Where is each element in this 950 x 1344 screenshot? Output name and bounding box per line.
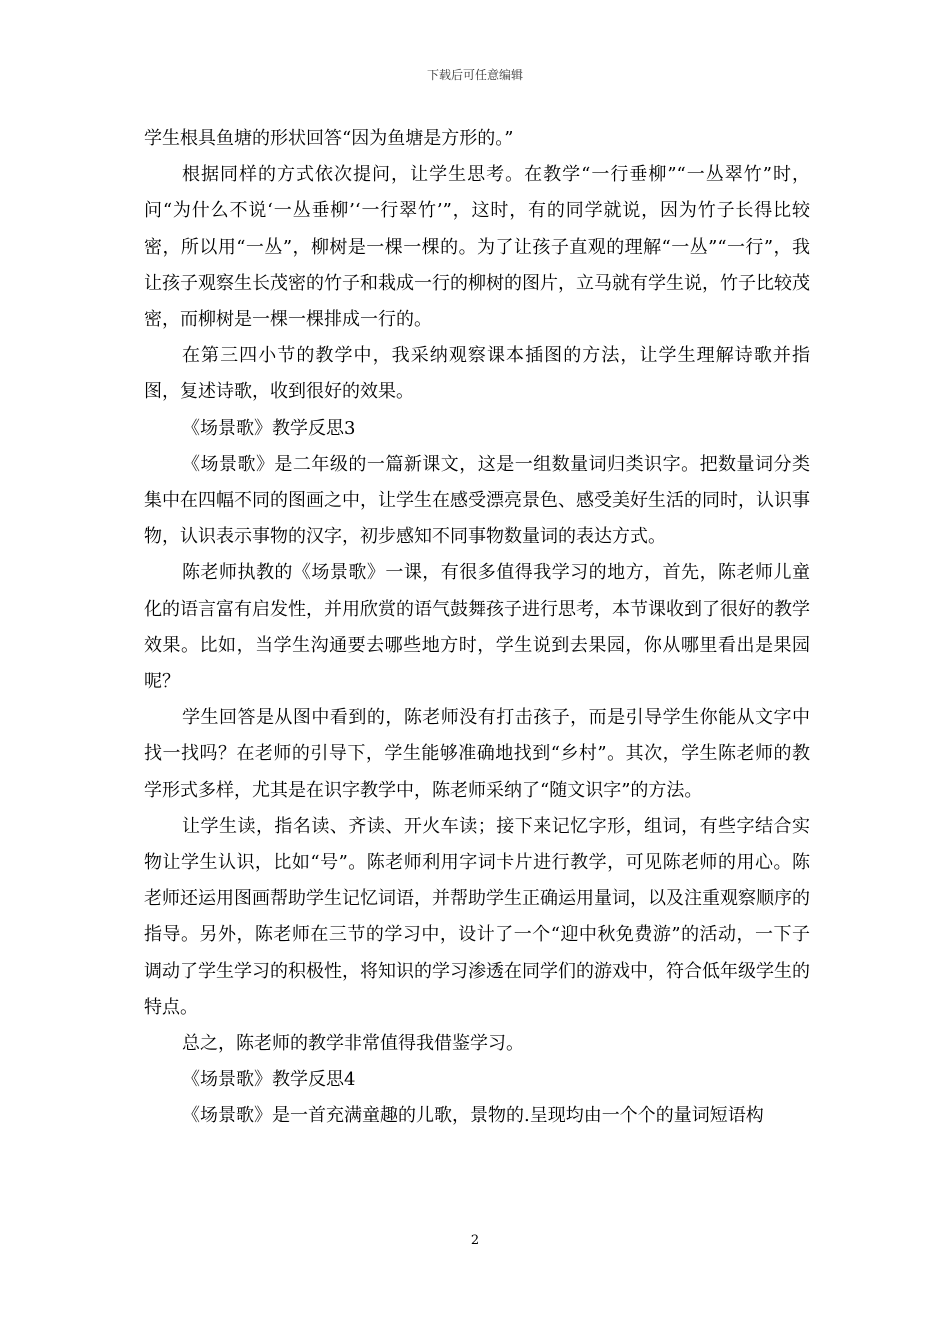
- page-number: 2: [470, 1233, 480, 1248]
- paragraph-9: 《场景歌》是一首充满童趣的儿歌，景物的.呈现均由一个个的量词短语构: [182, 1105, 764, 1127]
- paragraph-4: 《场景歌》是二年级的一篇新课文，这是一组数量词归类识字。把数量词分类集中在四幅不同的图画之中，让学生在感受漂亮景色、感受美好生活的同时，认识事物，认识表示事物的汉字，初步感知不同事物数量词的表达方式。: [144, 453, 810, 548]
- paragraph-8: 总之，陈老师的教学非常值得我借鉴学习。: [182, 1033, 524, 1055]
- section-heading-3: 《场景歌》教学反思3: [182, 417, 356, 439]
- document-body: [144, 121, 810, 1135]
- paragraph-6: 学生回答是从图中看到的，陈老师没有打击孩子，而是引导学生你能从文字中找一找吗？在老师的引导下，学生能够准确地找到“乡村”。其次，学生陈老师的教学形式多样，尤其是在识字教学中，陈老师采纳了“随文识字”的方法。: [144, 707, 810, 801]
- paragraph-5: 陈老师执教的《场景歌》一课，有很多值得我学习的地方，首先，陈老师儿童化的语言富有启发性，并用欣赏的语气鼓舞孩子进行思考，本节课收到了很好的教学效果。比如，当学生沟通要去哪些地方时，学生说到去果园，你从哪里看出是果园呢？: [144, 562, 810, 693]
- paragraph-3: 在第三四小节的教学中，我采纳观察课本插图的方法，让学生理解诗歌并指图，复述诗歌，收到很好的效果。: [144, 345, 810, 403]
- paragraph-1: 学生根具鱼塘的形状回答“因为鱼塘是方形的。”: [144, 128, 514, 149]
- paragraph-7: 让学生读，指名读、齐读、开火车读；接下来记忆字形，组词，有些字结合实物让学生认识，比如“号”。陈老师利用字词卡片进行教学，可见陈老师的用心。陈老师还运用图画帮助学生记忆词语，并帮助学生正确运用量词，以及注重观察顺序的指导。另外，陈老师在三节的学习中，设计了一个“迎中秋免费游”的活动，一下子调动了学生学习的积极性，将知识的学习渗透在同学们的游戏中，符合低年级学生的特点。: [144, 815, 810, 1018]
- paragraph-2: 根据同样的方式依次提问，让学生思考。在教学“一行垂柳”“一丛翠竹”时，问“为什么不说‘一丛垂柳’‘一行翠竹’”，这时，有的同学就说，因为竹子长得比较密，所以用“一丛”，柳树是一棵一棵的。为了让孩子直观的理解“一丛”“一行”，我让孩子观察生长茂密的竹子和栽成一行的柳树的图片，立马就有学生说，竹子比较茂密，而柳树是一棵一棵排成一行的。: [144, 164, 810, 331]
- page-header: 下载后可任意编辑: [426, 68, 523, 82]
- section-heading-4: 《场景歌》教学反思4: [182, 1069, 356, 1091]
